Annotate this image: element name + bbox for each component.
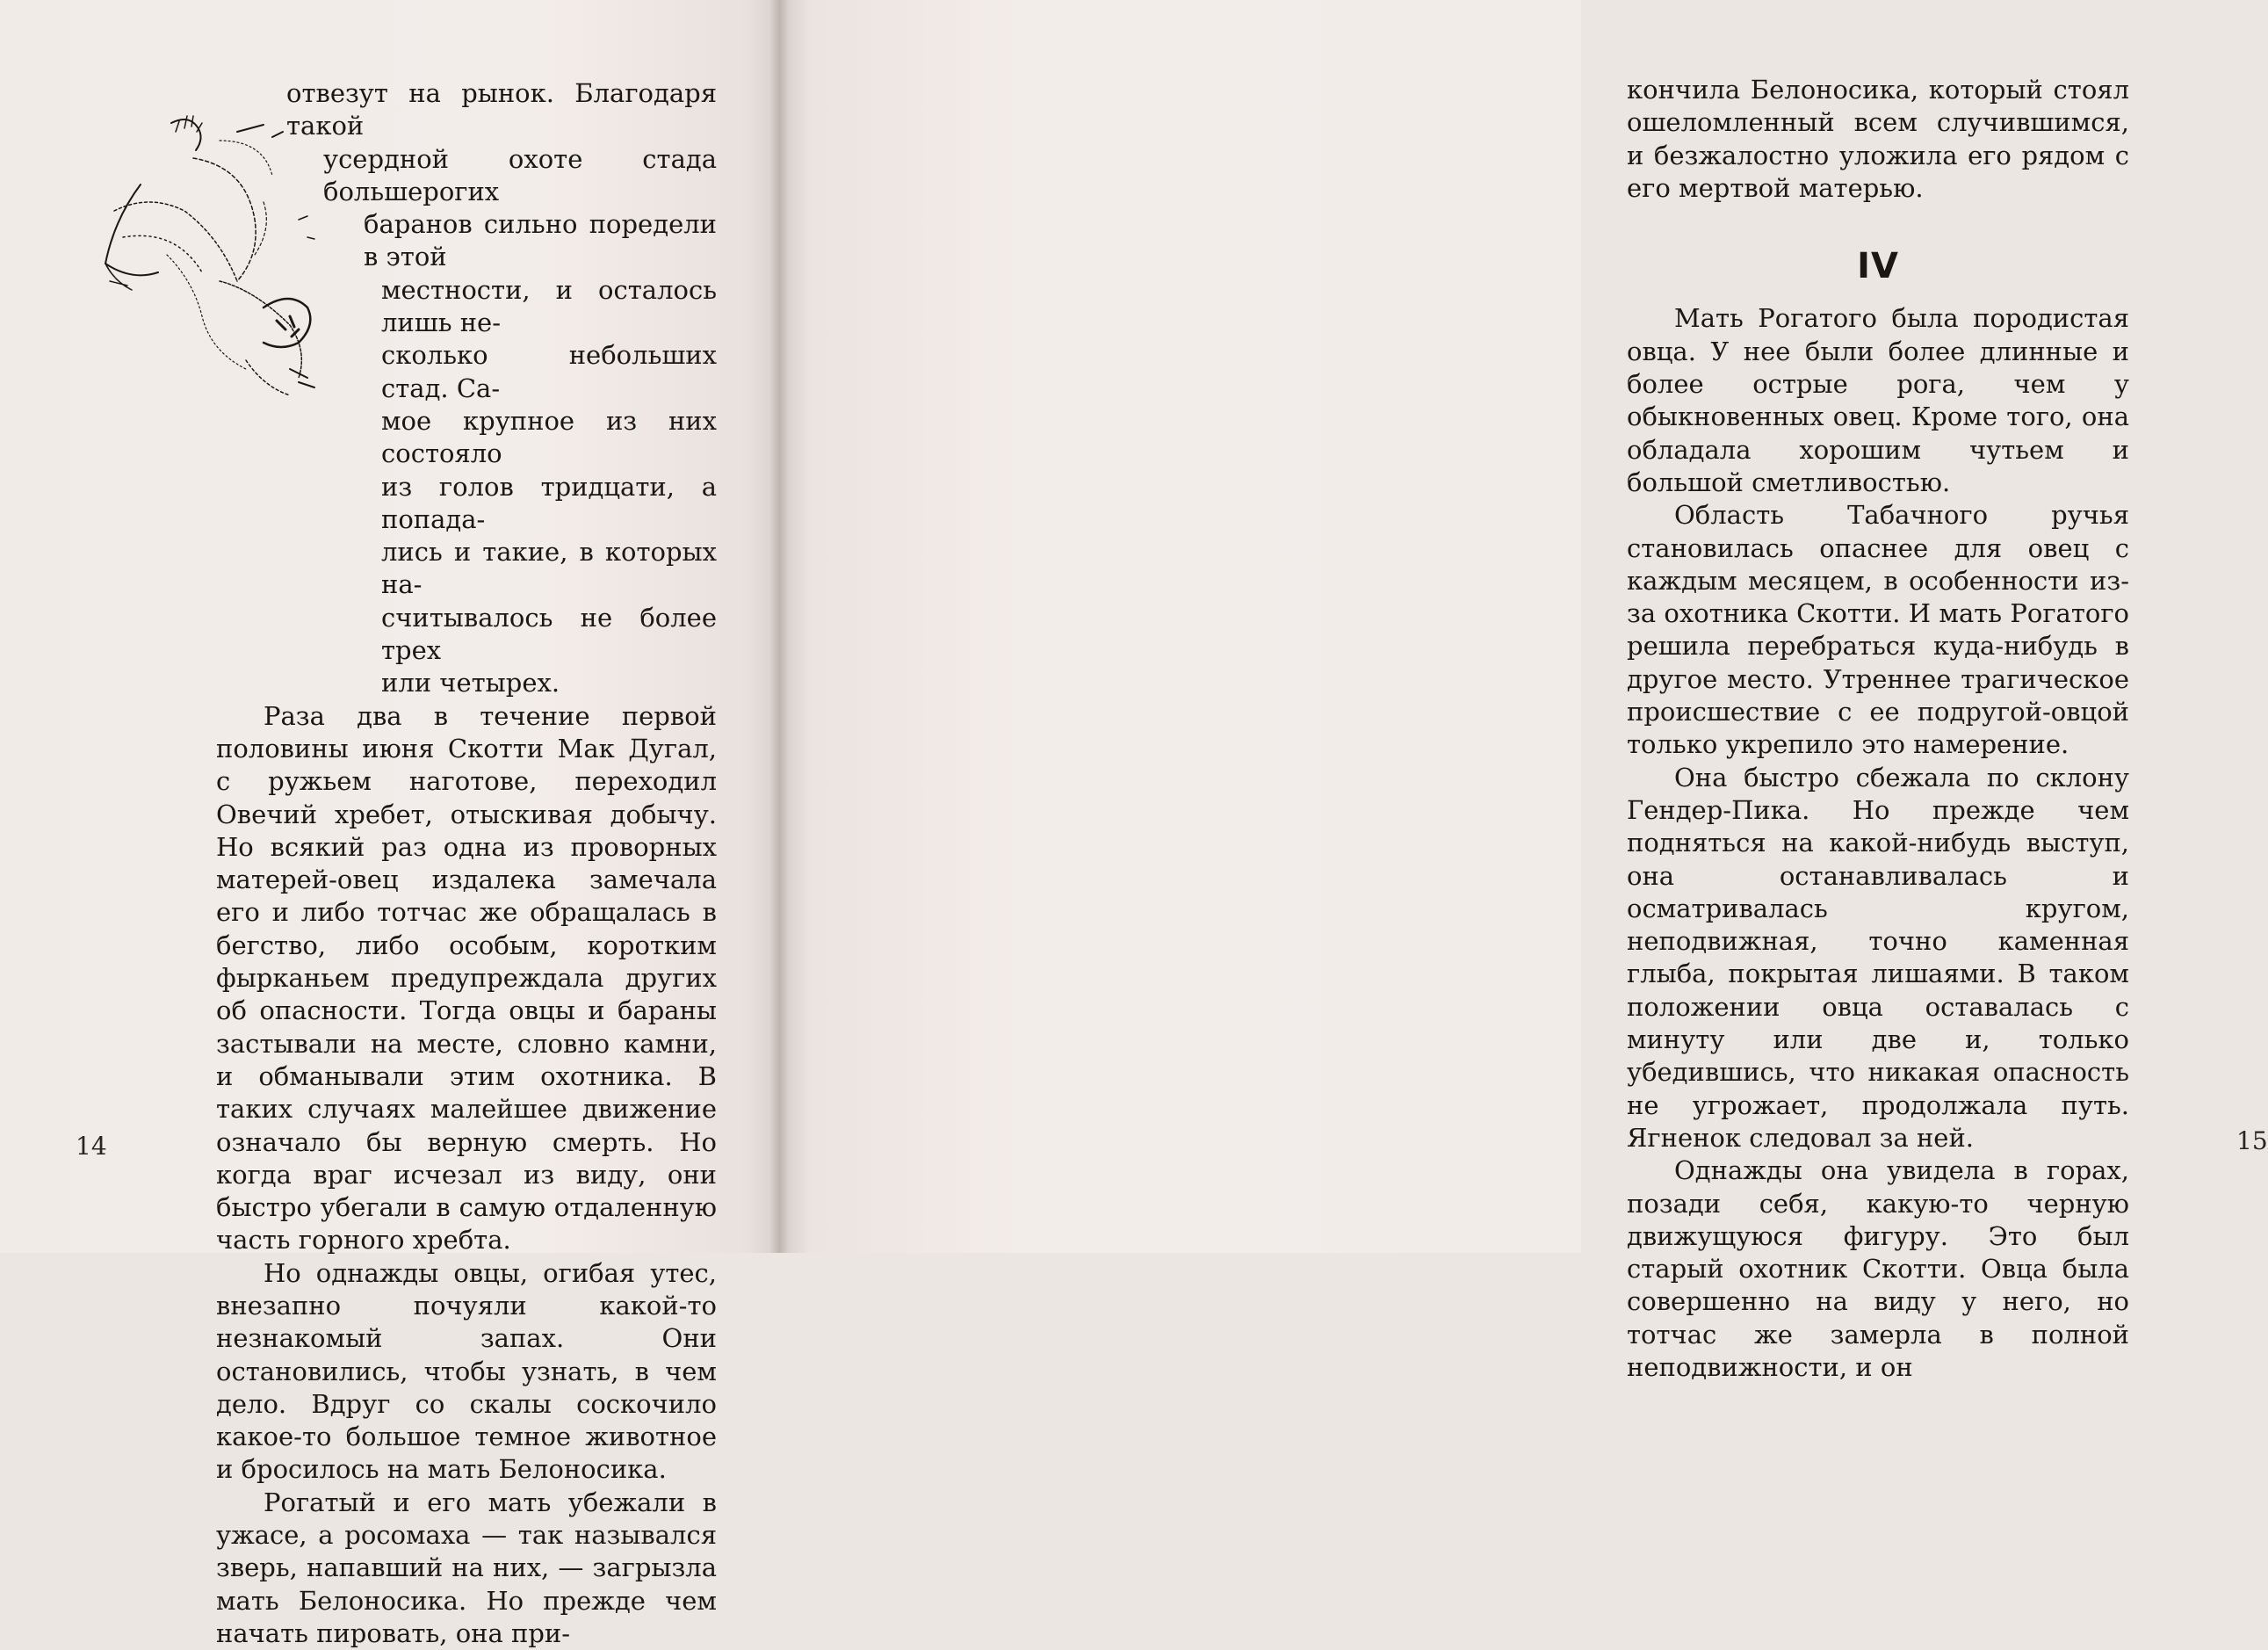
- paragraph: Раза два в течение первой половины июня Скотти Мак Дугал, с ружьем наготове, переходил Овечий хребет, отыскивая добычу. Но всякий раз одна из проворных матерей-овец издалека замечала его и либо тотчас же обращалась в бегство, либо особым, коротким фырканьем предупреждала других об опасности. Тогда овцы и бараны застывали на месте, словно камни, и обманывали этим охотника. В таких случаях малейшее движение означало бы верную смерть. Но когда враг исчезал из виду, они быстро убегали в самую отдаленную часть горного хребта.: [216, 700, 717, 1256]
- paragraph: Она быстро сбежала по склону Гендер-Пика. Но прежде чем подняться на какой-нибудь выступ, она останавливалась и осматривалась кругом, неподвижная, точно каменная глыба, покрытая лишаями. В таком положении овца оставалась с минуту или две и, только убедившись, что никакая опасность не угрожает, продолжала путь. Ягненок следовал за ней.: [1627, 762, 2129, 1153]
- left-page-text: [216, 77, 717, 1650]
- paragraph: Рогатый и его мать убежали в ужасе, а росомаха — так назывался зверь, напавший на них, — загрызла мать Белоносика. Но прежде чем начать пировать, она при-: [216, 1487, 717, 1648]
- text-line: усердной охоте стада большерогих: [323, 143, 717, 206]
- text-line: баранов сильно поредели в этой: [364, 209, 717, 272]
- text-line: местности, и осталось лишь не-: [381, 274, 717, 338]
- page-number-left: 14: [76, 1132, 107, 1161]
- book-gutter: [769, 0, 789, 1253]
- text-line: сколько небольших стад. Са-: [381, 340, 717, 403]
- paragraph: кончила Белоносика, который стоял ошеломленный всем случившимся, и безжалостно уложила его рядом с его мертвой матерью.: [1627, 75, 2129, 203]
- paragraph: Однажды она увидела в горах, позади себя, какую-то черную движущуюся фигуру. Это был старый охотник Скотти. Овца была совершенно на виду у него, но тотчас же замерла в полной неподвижности, и он: [1627, 1155, 2129, 1382]
- text-line: из голов тридцати, а попада-: [381, 471, 717, 534]
- right-page: [778, 0, 2268, 1382]
- text-line: отвезут на рынок. Благодаря такой: [286, 78, 717, 141]
- paragraph: Область Табачного ручья становилась опаснее для овец с каждым месяцем, в особенности из-за охотника Скотти. И мать Рогатого решила перебраться куда-нибудь в другое место. Утреннее трагическое происшествие с ее подругой-овцой только укрепило это намерение.: [1627, 500, 2129, 760]
- text-line: считывалось не более трех: [381, 602, 717, 666]
- text-line: мое крупное из них состояло: [381, 405, 717, 469]
- paragraph: Мать Рогатого была породистая овца. У нее были более длинные и более острые рога, чем у обыкновенных овец. Кроме того, она обладала хорошим чутьем и большой сметливостью.: [1627, 303, 2129, 497]
- text-line: лись и такие, в которых на-: [381, 537, 717, 600]
- paragraph: Но однажды овцы, огибая утес, внезапно почуяли какой-то незнакомый запах. Они остановились, чтобы узнать, в чем дело. Вдруг со скалы соскочило какое-то большое темное животное и бросилось на мать Белоносика.: [216, 1257, 717, 1485]
- left-page: [0, 0, 778, 1648]
- page-number-right: 15: [2236, 1126, 2268, 1155]
- text-line: или четырех.: [381, 668, 560, 698]
- chapter-heading: IV: [1857, 246, 1899, 287]
- right-page-text: [1627, 74, 2129, 1384]
